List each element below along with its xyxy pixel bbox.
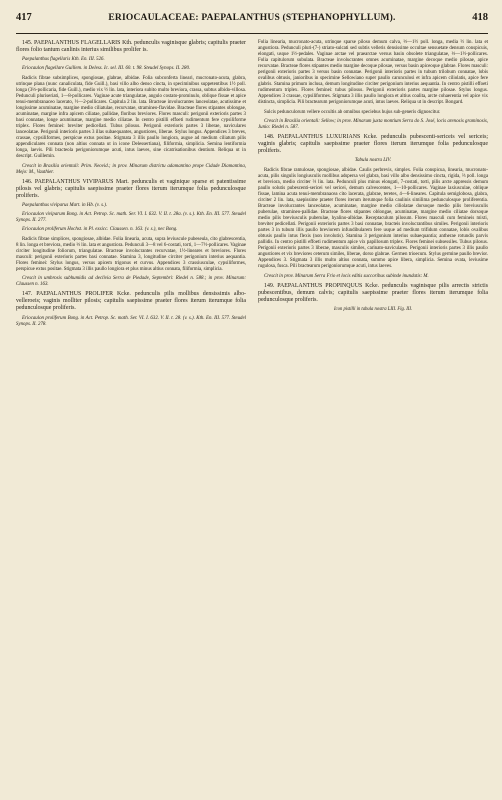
species-146-synonym-1: Paepalanthus viviparus Mart. in Hb. (v. s.).	[22, 202, 108, 208]
species-147-locality: Crescit in Brasilia orientali: Sellow; in prov. Minarum juxta montium Serra do S. José, locis arenosis graminosis, Junio: Riedel n. 587.	[258, 118, 488, 130]
left-column	[16, 40, 246, 331]
species-146-heading: 146. PAEPALANTHUS VIVIPARUS Mart. pedunculis et vaginique sparse et patentissime pilosis vel glabris; capitulis saepissime praeter flores iterum iterumque folia pedunculosque proliferis.	[16, 178, 246, 199]
species-148-locality: Crescit in prov. Minarum Serra Frio et locis editis succoribus subinde inundatis: M.	[264, 273, 429, 279]
text-columns	[16, 40, 488, 331]
species-145-locality: Crescit in Brasilia orientali: Prim. Neovid.; in prov. Minarum districtu adamantino prope Cidade Diamantina, Mejo: M., Vauthier.	[16, 163, 246, 175]
running-title: ERIOCAULACEAE: PAEPALANTHUS (STEPHANOPHYLLUM).	[108, 13, 396, 23]
species-147-synonym-1: Eriocaulon proliferum Bong. in Act. Petrop. Sc. math. Ser. VI. I. 632. V. II. t. 28. (v. s.). Kth. En. III. 577. Steudel Synops. II. 278.	[16, 315, 246, 327]
species-147-heading: 147. PAEPALANTHUS PROLIFER Kcke. pedunculis pilis mollibus densissimis albo-velleroeis; vaginis molliter pilosis; capitulis saepissime praeter flores iterum iterumque folia pedunculosque proliferis.	[16, 291, 246, 312]
species-147-description-continued: Folia linearia, mucronato-acuta, utrinque sparse piloso demum calva, ⅓—1½ poll. longa, media ½ lin. lata et angustiora. Pedunculi pluri-(7-) striato-sulcati sed subtis velleris densissime occultae sensuetate densum conspicuis, elongati, usque 1½-pedales. Vaginae arctae vel praearctae versus basin obsolete triangulatae, ⅓—1½-pollicares. Folia capitulorum subulata. Bracteae involucrantes omnes acuminatae, margine decoque medio pilosae, apice recurvatae. Bracteae flores stipantes medio margine decoque pilosae, versus basin apiceoque glabrae. Flores masculi: perigonii exterioris partes 3 versus basin connatae. Perigonii interioris partes in tubum trilobum connatae, lobis ovalibus obtusis, janioribus in specimine Sellowiano super paullo carunculosi et infra apicem ciliolatis, apice fere glabris. Stamina primum inclusa, demum longitudine circiter perigonium interius aequantia. In centro pistilli effoeti rudimentum triplex. Flores feminei: tubus pilosus. Perigonii exterioris partes margine pilosae. Stylus longus. Appendices 3 crassae, cypsiliformes. Stigmata 3 illis paullo longiora et altius coalita, arcte cohaerentia vel apice vix distincta, simplicia. Pili bractearum perigoniorumque acuti, intus laeves. Reliqua ut in descript. Bongard.	[258, 40, 488, 106]
species-145-synonym-1: Paepalanthus flagellaris Kth. En. III. 526.	[22, 57, 105, 63]
species-146-synonym-2: Eriocaulon viviparum Bong. in Act. Petrop. Sc. math. Ser. VI. I. 632. V. II. t. 28a. (v. s.). Kth. En. III. 577. Steudel Synops. II. 277.	[16, 212, 246, 224]
species-149-heading: 149. PAEPALANTHUS PROPINQUUS Kcke. pedunculis vaginisque pilis arrectis strictis pubescentibus, demum calvis; capitulis saepissime praeter flores iterum iterumque folia pedunculosque proliferis.	[258, 282, 488, 303]
right-column	[258, 40, 488, 331]
species-147-diagnosis-note: Sulcis pedunculorum vellere occultis ab omnibus speciebus hujus sub-generis dignoscitur.	[264, 109, 441, 115]
species-146-locality: Crescit in umbrosis subhumidis ad declivia Serra de Piedade, Septembri: Riedel n. 588.; in prov. Minarum: Claussen n. 163.	[16, 276, 246, 288]
species-146-synonym-3: Eriocaulon proliferum Hochst. in Pl. exsicc. Claussen. n. 163. (v. s.), nec Bong.	[22, 227, 178, 233]
species-148-description: Radicis fibrae ramulosae, spongiosae, albidae. Caulis perbrevis, simplex. Folia conspicua, linearia, mucronato-acuta, pilis singulis longiusculis mollibus adspersa vel glabra, basi villo albo densissimo cincta, rigida, ⅔ poll. longa et breviora, medio circiter ⅔ lin. lata. Pedunculi plus minus elongati, 7-costati, torti, pilis arcte appressis demum paullo solutis pubescenti-sericei vel sericei, demum calvescentes, 1—10-pollicares. Vaginae laxiusculae, oblique fissae, lamina acuta tenui-membranacea cito lacerata, glabrae, teretes, 4—6-lineares. Capitula semiglobosa, glabra, circiter 2 lin. lata, saepissime praeter flores iterum iterumque folia caulinis similima pedunculosque proliferentia. Bracteae involucrantes lanceolatae, acuminatae, margine medio ciliolatae dorsoque medio pilis breviusculis puberulae, stramineo-pallidae. Bracteae flores stipantes oblongae, acuminatae, margine medio ciliatae dorsoque medio pilis breviusculis puberulae, hyalino-albidae. Receptaculum pilosum. Flores masculi cum femineis mixti, breviter pedicellati. Perigonii exterioris partes 3 basi connatae, bracteis involucrantibus similes. Perigonii interioris partes 3 in tubum illis paullo breviorem infundibularem fere usque ad medium trifidum connatae, lobis ovalibus obtusis paullo intus flexis (non involutis). Stamina 3 perigonium interius subaequantia; antherae rotundis parvis pallidis. In centro pistilli effoeti rudimentum apice vix papillosum triplex. Flores feminei subsessiles. Tubus pilosus. Perigonii exterioris partes 3 liberae, masculis similes, carinato-naviculares. Perigonii interioris partes 3 illis paullo angustiores et vix breviores ceterum similes, liberae, dorso glabrae. Germen trioecum. Stylus germine paullo brevior. Appendices 3. Stigmata 3 illis multo altius connata, summo apice libera, simplicia. Semina ovata, leviusime rugulosa, fusca. Pili bractearum perigoniorumque acuti, intus laeves.	[258, 167, 488, 270]
species-148-heading: 148. PAEPALANTHUS LUXURIANS Kcke. pedunculis pubescenti-sericeis vel sericeis; vaginis glabris; capitulis saepissime praeter flores iterum iterumque folia pedunculosque proliferis.	[258, 134, 488, 155]
page-number-left: 417	[16, 12, 32, 23]
page-number-right: 418	[472, 12, 488, 23]
species-149-plate-note: Icon pistilli in tabula nostra LIII. Fig. III.	[333, 307, 413, 313]
species-148-plate-reference: Tabula nostra LIV.	[354, 158, 392, 164]
header-rule	[16, 33, 488, 34]
species-145-heading: 145. PAEPALANTHUS FLAGELLARIS Kth. pedunculis vaginisque glabris; capitulis praeter flores folio tantum canlinis interius similibus prolifer is.	[16, 40, 246, 53]
species-146-description: Radicis fibrae simplices, spongiosae, albidae. Folia linearia, acuta, supra leviuscule pubeseula, cito glabrescentia, 8 lin. longa et breviora, medio ⅓ lin. lata et angustiora. Pedunculi 3—8 vel 6-costati, torti, 1—7½-pollicares. Vaginae circiter longitudine foliorum, triangulatae. Bracteae involucrantes recurvatae, 1½-lineares et breviores. Flores masculi: perigonii exterioris partes basi connatae. Stamina 3, longitudine circiter perigonium interius aequantia. Flores feminei: Stylus longus, versus apicem trigonus et curvus. Appendices 3 crassiusculae, cypsiliformes, perspicue extus positae. Stigmata 3 illis paullo longiora et plus minus altius connata, filiformia, simplicia.	[16, 236, 246, 272]
page-header	[16, 12, 488, 32]
species-145-description: Radicis fibrae subsimplices, spongiosae, glabrae, albidae. Folia subconferta lineari, mucronato-acuta, glabra, utrinque plana (nunc canaliculata, fide Guill.), basi villo albo denso cincta, in speciminibus suppetentibus 1½ poll. longa (3⅓-pollicaria, fide Guill.), medio vix ½ lin. lata, interiora subito multo breviora, crassa, subtus albido-villosa. Pedunculi pluriseriati, 1—8-pollicares. Vaginae acute triangulatae, angulo costato-prominulo, oblique fissae et apice tenui-membranaceo lacerato, ½—2-pollicares. Capitula 2 lin. lata. Bracteae involucrantes lanceolatae, acutissime et longissime acuminatae, margine medio ciliatulae, recurvatae, stramineo-flavidae. Bracteae flores stipantes oblongae, acuminatae, margine infra apicem ciliatae, pallidae, floribus breviores. Flores masculi: perigonii exterioris partes 3 basi connatae, longe acuminatae, margine medio ciliatae. In centro pistilli effoeti rudimentum fere cypsiliforme triplex. Flores feminei: breviter pedicellati. Tubus pilosus. Perigonii exterioris partes 3 liberae, naviculares lanceolatae. Perigonii interioris partes 3 illas subaequantes, angustiores, liberae. Stylus longus. Appendices 3 breves, crassae, cypsiliformes, perspicue extus positae. Stigmata 3 illis paullo longiora, augue ad medium ciliatum pilis appendiculares connata (non altius connata ut in icone Delessertiana), filiformia, simplicia. Semina lentiformia longa, laevis. Pili bracteola perigoniorumque acuti, intus laeves, sine cicatrisationibus dentium. Reliqua ut in descript. Guillemin.	[16, 75, 246, 160]
species-145-synonym-2: Eriocaulon flagellare Guillem. in Deless. Ic. sel. III. 60. t. 98. Steudel Synops. II. 280.	[22, 66, 191, 72]
